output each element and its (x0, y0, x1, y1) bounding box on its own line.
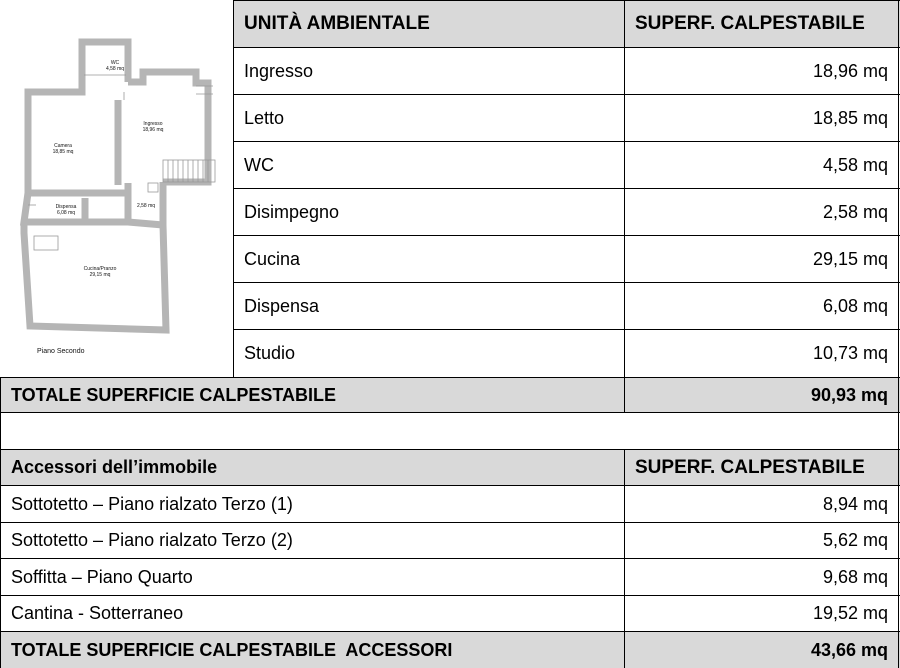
units-total-label: TOTALE SUPERFICIE CALPESTABILE (11, 384, 337, 405)
plan-caption: Piano Secondo (37, 348, 85, 355)
units-row-area: 2,58 mq (822, 201, 888, 222)
acc-total-label: TOTALE SUPERFICIE CALPESTABILE ACCESSORI (11, 639, 453, 660)
units-row-area: 4,58 mq (822, 154, 888, 175)
acc-row-area: 19,52 mq (812, 603, 888, 623)
units-total-value: 90,93 mq (810, 384, 888, 405)
acc-total-value: 43,66 mq (810, 639, 888, 660)
acc-row-area: 5,62 mq (822, 530, 888, 550)
units-header-area: SUPERF. CALPESTABILE (635, 13, 865, 34)
plan-label-ingresso-area: 18,96 mq (142, 127, 164, 133)
units-row-area: 10,73 mq (812, 343, 888, 363)
units-row-area: 6,08 mq (822, 295, 888, 316)
units-row-area: 18,96 mq (812, 60, 888, 81)
floor-plan (0, 0, 233, 378)
plan-label-cucina-name: Cucina/Pranzo (83, 266, 117, 272)
plan-label-ingresso-name: Ingresso (143, 121, 163, 127)
units-row-area: 29,15 mq (812, 248, 888, 269)
acc-row-area: 8,94 mq (822, 493, 888, 514)
floor-plan-walls (24, 42, 208, 330)
plan-label-disimpegno-area: 2,58 mq (136, 203, 156, 209)
plan-label-cucina-area: 29,15 mq (89, 272, 111, 278)
acc-row-name: Sottotetto – Piano rialzato Terzo (1) (11, 493, 293, 514)
units-header-name: UNITÀ AMBIENTALE (244, 13, 430, 34)
units-row-name: Dispensa (244, 295, 320, 316)
units-row-area: 18,85 mq (812, 107, 888, 128)
plan-label-wc-name: WC (110, 60, 120, 66)
acc-row-name: Sottotetto – Piano rialzato Terzo (2) (11, 530, 293, 550)
units-row-name: Studio (244, 343, 296, 363)
plan-label-dispensa-name: Dispensa (55, 204, 77, 210)
floor-plan-labels (37, 60, 164, 355)
acc-header-name: Accessori dell’immobile (11, 457, 218, 477)
units-row-name: Ingresso (244, 60, 314, 81)
acc-row-area: 9,68 mq (822, 566, 888, 587)
units-row-name: Letto (244, 107, 285, 128)
acc-row-name: Soffitta – Piano Quarto (11, 566, 193, 587)
plan-label-wc-area: 4,58 mq (105, 66, 125, 72)
plan-label-camera-area: 18,85 mq (52, 149, 74, 155)
acc-row-name: Cantina - Sotterraneo (11, 603, 184, 623)
units-row-name: Cucina (244, 248, 301, 269)
units-row-name: Disimpegno (244, 201, 340, 222)
acc-header-area: SUPERF. CALPESTABILE (635, 456, 865, 478)
units-row-name: WC (244, 154, 274, 175)
plan-label-dispensa-area: 6,08 mq (56, 210, 76, 216)
plan-label-camera-name: Camera (54, 143, 72, 149)
